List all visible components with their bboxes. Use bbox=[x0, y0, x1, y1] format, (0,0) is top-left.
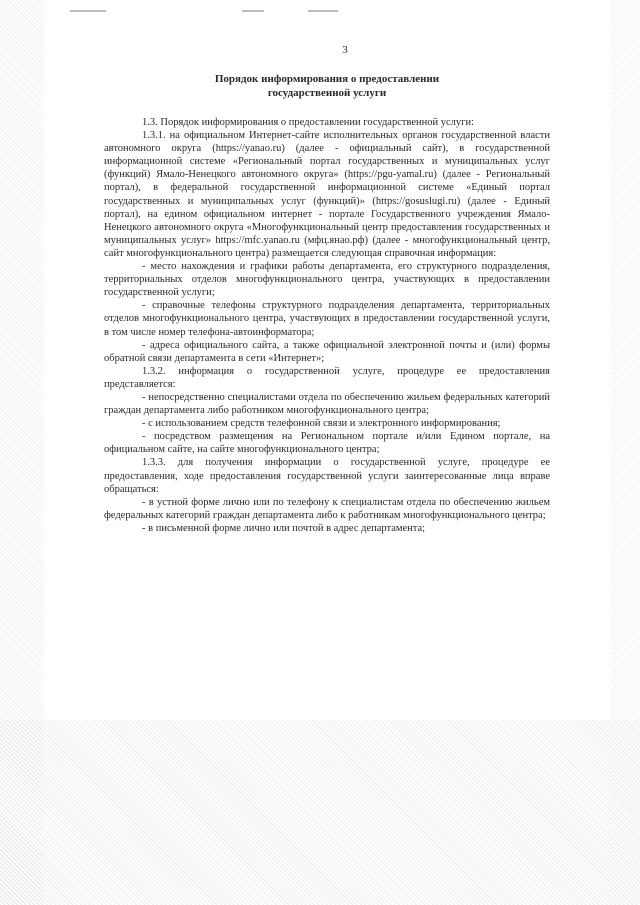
paragraph-1-3-3: 1.3.3. для получения информации о государственной услуге, процедуре ее предоставления, ходе предоставления государственной услуги заинтересованные лица вправе обращаться: bbox=[104, 457, 550, 495]
paragraph-bullet-addresses: - адреса официального сайта, а также официальной электронной почты и (или) формы обратной связи департамента в сети «Интернет»; bbox=[104, 339, 550, 364]
paragraph-1-3-2: 1.3.2. информация о государственной услуге, процедуре ее предоставления представляется: bbox=[104, 365, 550, 390]
scan-artifact-marks bbox=[70, 10, 370, 18]
paragraph-bullet-specialists: - непосредственно специалистами отдела по обеспечению жильем федеральных категорий граждан департамента либо работником многофункционального центра; bbox=[104, 391, 550, 417]
section-title-line-2: государственной услуги bbox=[267, 87, 387, 99]
paragraph-bullet-oral: - в устной форме лично или по телефону к специалистам отдела по обеспечению жильем федеральных категорий граждан департамента либо к работникам многофункционального центра; bbox=[104, 496, 550, 521]
scan-shading-bottom bbox=[0, 720, 640, 905]
paragraph-1-3-1: 1.3.1. на официальном Интернет-сайте исполнительных органов государственной власти автономного округа (https://yanao.ru) (далее - официальный сайт), в государственной информационной системе «Региональный портал государственных и муниципальных услуг (функций) Ямало-Ненецкого автономного округа» (https://pgu-yamal.ru) (далее - Региональный портал), в федеральной государственной информационной системе «Единый портал государственных и муниципальных услуг (функций)» (https://gosuslugi.ru) (далее - Единый портал), на едином официальном интернет - портале Государственного учреждения Ямало-Ненецкого автономного округа «Многофункциональный центр предоставления государственных и муниципальных услуг» https://mfc.yanao.ru (мфц.янао.рф) (далее - многофункциональный центр, сайт многофункционального центра) размещается следующая справочная информация: bbox=[104, 130, 550, 259]
document-page bbox=[104, 44, 550, 535]
paragraph-bullet-phone-electronic: - с использованием средств телефонной связи и электронного информирования; bbox=[142, 418, 501, 430]
paragraph-bullet-location: - место нахождения и графики работы департамента, его структурного подразделения, территориальных отделов многофункционального центра, участвующих в предоставлении государственной услуги; bbox=[104, 261, 550, 299]
paragraph-bullet-written: - в письменной форме лично или почтой в адрес департамента; bbox=[142, 522, 426, 534]
paragraph-bullet-portal: - посредством размещения на Региональном портале и/или Едином портале, на официальном сайте, на сайте многофункционального центра; bbox=[104, 431, 550, 456]
paragraph-bullet-phones: - справочные телефоны структурного подразделения департамента, территориальных отделов многофункционального центра, участвующих в предоставлении государственной услуги, в том числе номер телефона-автоинформатора; bbox=[104, 300, 550, 338]
page-number: 3 bbox=[342, 44, 348, 56]
section-title-line-1: Порядок информирования о предоставлении bbox=[214, 73, 440, 85]
paragraph-1-3: 1.3. Порядок информирования о предоставлении государственной услуги: bbox=[142, 117, 474, 128]
section-title bbox=[104, 72, 550, 100]
